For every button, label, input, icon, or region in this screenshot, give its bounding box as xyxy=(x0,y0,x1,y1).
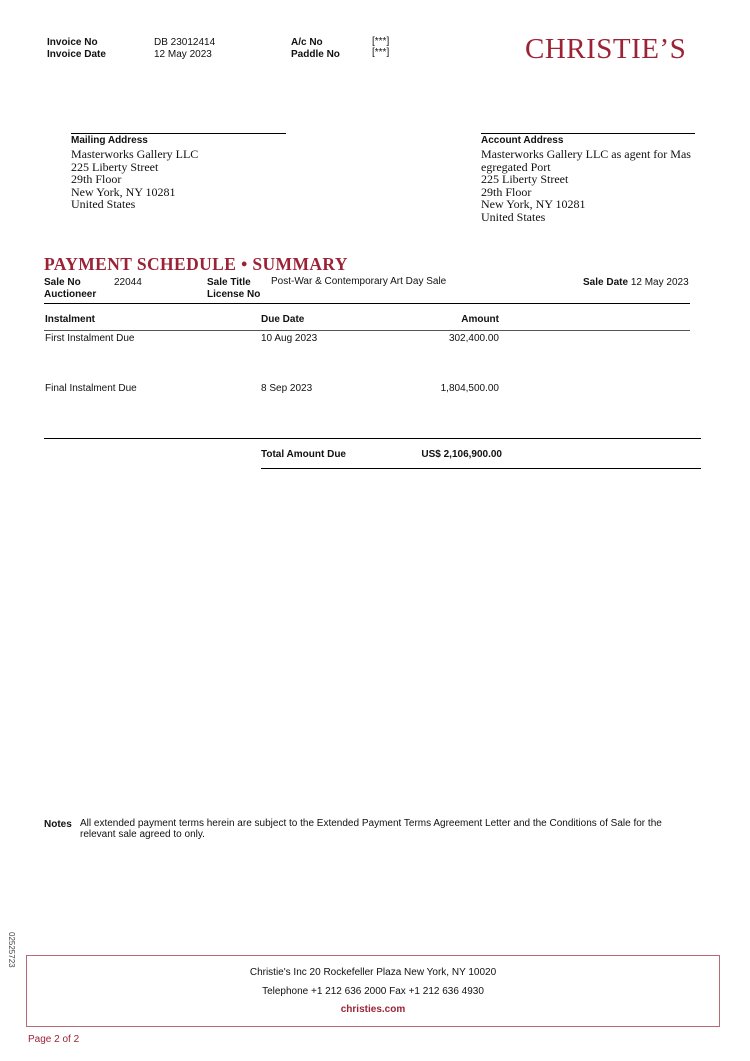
sale-date xyxy=(583,277,689,288)
invoice-no-value: DB 23012414 xyxy=(154,37,216,48)
account-address-label: Account Address xyxy=(481,135,564,146)
mailing-address-rule xyxy=(71,133,286,134)
notes-text: All extended payment terms herein are subject to the Extended Payment Terms Agreement Letter and the Conditions of Sale for the relevant sale agreed to only. xyxy=(80,818,662,840)
table-row xyxy=(0,333,750,347)
ac-no-value: [***] xyxy=(372,36,390,47)
mailing-address-line: 29th Floor xyxy=(71,172,122,186)
account-address-rule xyxy=(481,133,695,134)
footer-website-link[interactable]: christies.com xyxy=(340,1004,406,1015)
footer-phone: Telephone +1 212 636 2000 Fax +1 212 636 4930 xyxy=(262,986,484,997)
mailing-address-block xyxy=(71,148,198,211)
col-amount: Amount xyxy=(461,314,499,325)
schedule-header-rule xyxy=(44,303,690,304)
account-address-line: Masterworks Gallery LLC as agent for Mas xyxy=(481,147,691,161)
row-instalment: Final Instalment Due xyxy=(45,383,137,394)
paddle-no-label: Paddle No xyxy=(291,49,340,60)
sale-no-label: Sale No xyxy=(44,277,81,288)
invoice-date-value: 12 May 2023 xyxy=(154,49,212,60)
invoice-no-label: Invoice No xyxy=(47,37,98,48)
sale-date-value: 12 May 2023 xyxy=(630,277,689,288)
license-no-label: License No xyxy=(207,289,261,300)
auctioneer-label: Auctioneer xyxy=(44,289,97,300)
sale-no-value: 22044 xyxy=(114,277,142,288)
account-address-block xyxy=(481,148,691,223)
account-address-line: New York, NY 10281 xyxy=(481,197,586,211)
sale-title-label: Sale Title xyxy=(207,277,251,288)
total-value: US$ 2,106,900.00 xyxy=(421,449,502,460)
mailing-address-label: Mailing Address xyxy=(71,135,148,146)
col-due-date: Due Date xyxy=(261,314,305,325)
section-title: PAYMENT SCHEDULE • SUMMARY xyxy=(44,254,348,274)
mailing-address-line: Masterworks Gallery LLC xyxy=(71,147,199,161)
total-rule xyxy=(261,468,701,469)
row-amount: 1,804,500.00 xyxy=(440,383,499,394)
total-label: Total Amount Due xyxy=(261,449,346,460)
christies-logo: CHRISTIE’S xyxy=(525,33,687,65)
sale-date-label: Sale Date xyxy=(583,277,629,288)
table-row xyxy=(0,383,750,397)
invoice-date-label: Invoice Date xyxy=(47,49,106,60)
paddle-no-value: [***] xyxy=(372,47,390,58)
account-address-line: 29th Floor xyxy=(481,184,532,199)
col-instalment: Instalment xyxy=(45,314,96,325)
side-document-code: 02525723 xyxy=(7,932,16,968)
account-address-line: egregated Port xyxy=(481,159,551,174)
sale-title-value: Post-War & Contemporary Art Day Sale xyxy=(271,276,447,287)
mailing-address-line: United States xyxy=(71,197,136,211)
row-due-date: 10 Aug 2023 xyxy=(261,333,318,344)
page-number: Page 2 of 2 xyxy=(28,1034,80,1045)
table-bottom-rule xyxy=(44,438,701,439)
account-address-line: 225 Liberty Street xyxy=(481,172,569,186)
footer-box xyxy=(26,955,720,1027)
footer-address: Christie's Inc 20 Rockefeller Plaza New York, NY 10020 xyxy=(249,967,497,978)
mailing-address-line: New York, NY 10281 xyxy=(71,184,176,199)
row-due-date: 8 Sep 2023 xyxy=(261,383,313,394)
row-amount: 302,400.00 xyxy=(448,333,499,344)
table-header-rule xyxy=(44,330,690,331)
notes-label: Notes xyxy=(44,819,72,830)
ac-no-label: A/c No xyxy=(291,37,323,48)
account-address-line: United States xyxy=(481,209,546,224)
row-instalment: First Instalment Due xyxy=(45,333,135,344)
mailing-address-line: 225 Liberty Street xyxy=(71,159,159,174)
